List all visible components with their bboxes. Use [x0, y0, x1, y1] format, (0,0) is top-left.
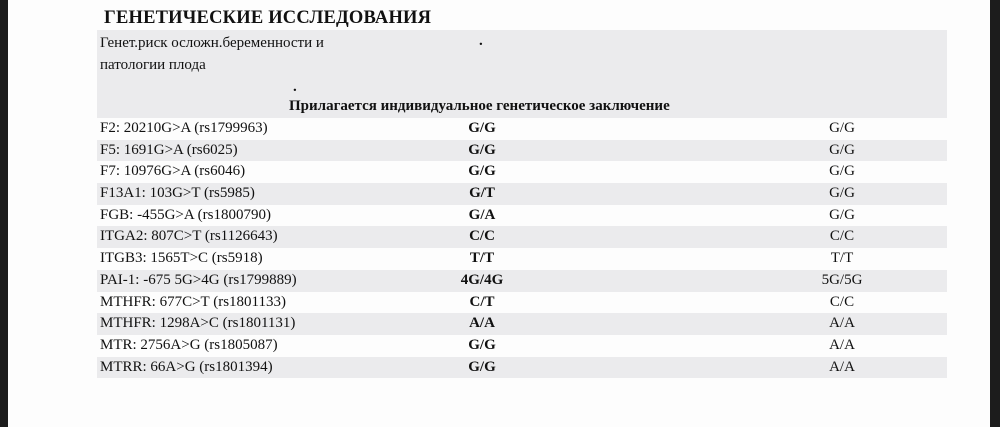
- genotype-reference: G/G: [829, 185, 855, 202]
- marker-name: PAI-1: -675 5G>4G (rs1799889): [100, 271, 297, 288]
- marker-name: MTRR: 66A>G (rs1801394): [100, 358, 273, 375]
- page-title: ГЕНЕТИЧЕСКИЕ ИССЛЕДОВАНИЯ: [104, 8, 432, 28]
- table-row: [97, 270, 947, 292]
- genotype-result: G/G: [468, 336, 496, 353]
- genotype-reference: C/C: [829, 228, 855, 245]
- genotype-reference: A/A: [829, 336, 855, 353]
- marker-name: ITGB3: 1565T>C (rs5918): [100, 250, 263, 267]
- table-row: [97, 140, 947, 162]
- genotype-result: C/T: [469, 293, 495, 310]
- genotype-reference: G/G: [829, 206, 855, 223]
- marker-name: F7: 10976G>A (rs6046): [100, 163, 246, 180]
- genotype-result: G/G: [468, 120, 496, 136]
- genotype-reference: C/C: [829, 293, 855, 310]
- table-row: [97, 161, 947, 183]
- document-page: [8, 0, 990, 427]
- genotype-result: T/T: [469, 250, 495, 267]
- marker-name: ITGA2: 807C>T (rs1126643): [100, 228, 278, 245]
- marker-name: F13A1: 103G>T (rs5985): [100, 185, 255, 202]
- result-placeholder-dot: .: [479, 33, 483, 49]
- genotype-reference: G/G: [829, 141, 855, 158]
- genotype-result: G/A: [468, 206, 496, 223]
- marker-name: F5: 1691G>A (rs6025): [100, 141, 238, 158]
- table-row: [97, 292, 947, 314]
- conclusion-note: Прилагается индивидуальное генетическое заключение: [289, 98, 670, 114]
- genotype-result: G/G: [468, 163, 496, 180]
- table-row: [97, 335, 947, 357]
- genotype-reference: A/A: [829, 358, 855, 375]
- marker-name: MTHFR: 1298A>C (rs1801131): [100, 315, 296, 332]
- genotype-result: G/G: [468, 141, 496, 158]
- genotype-reference: 5G/5G: [821, 271, 863, 288]
- table-row: [97, 357, 947, 379]
- genotype-result: G/G: [468, 358, 496, 375]
- table-row: [97, 226, 947, 248]
- test-section-header: [97, 30, 947, 118]
- marker-name: MTR: 2756A>G (rs1805087): [100, 336, 278, 353]
- genotype-reference: T/T: [830, 250, 854, 267]
- marker-name: MTHFR: 677C>T (rs1801133): [100, 293, 286, 310]
- table-row: [97, 248, 947, 270]
- genotype-result: A/A: [469, 315, 495, 332]
- test-name-line2: патологии плода: [100, 57, 206, 73]
- table-row: [97, 183, 947, 205]
- table-row: [97, 313, 947, 335]
- genotype-result: 4G/4G: [460, 271, 504, 288]
- genotype-result: C/C: [469, 228, 495, 245]
- test-name-line1: Генет.риск осложн.беременности и: [100, 35, 324, 51]
- table-row: [97, 118, 947, 140]
- genotype-reference: G/G: [829, 163, 855, 180]
- genotype-reference: G/G: [829, 120, 855, 136]
- results-table: [97, 118, 947, 378]
- table-row: [97, 205, 947, 227]
- genotype-result: G/T: [469, 185, 495, 202]
- marker-name: FGB: -455G>A (rs1800790): [100, 206, 271, 223]
- marker-name: F2: 20210G>A (rs1799963): [100, 120, 268, 136]
- genotype-reference: A/A: [829, 315, 855, 332]
- placeholder-dot: .: [293, 79, 297, 95]
